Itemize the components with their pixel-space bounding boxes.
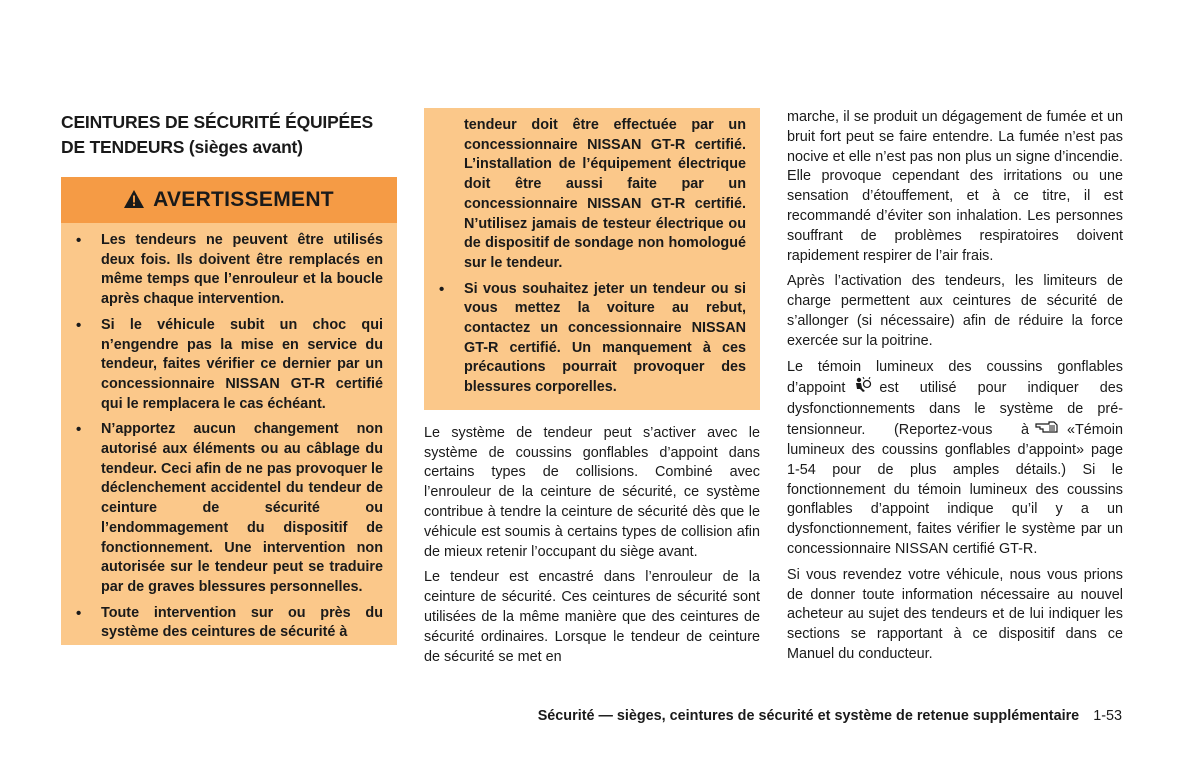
pointing-hand-reference-icon [1035, 420, 1061, 441]
right-column [787, 108, 1123, 671]
middle-column [424, 108, 760, 673]
paragraph [787, 358, 1123, 560]
paragraph: Le système de tendeur peut s’activer avec le système de coussins gonflables d’appoint dans certains types de collisions. Combiné avec l’enrouleur de la ceinture de sécurité, ce système contribue à tendre la ceinture de sécurité dès que le véhicule est soumis à certains types de collision afin de mieux retenir l’occupant du siège avant. [424, 424, 760, 560]
paragraph: Le tendeur est encastré dans l’enrouleur de la ceinture de sécurité. Ces ceintures de sécurité sont utilisées de la même manière que des ceintures de sécurité ordinaires. Lorsque le tendeur de ceinture de sécurité se met en [424, 569, 760, 665]
warning-label: AVERTISSEMENT [153, 188, 334, 211]
warning-item: • N’apportez aucun changement non autorisé aux éléments ou au câblage du tendeur. Ceci afin de ne pas provoquer le déclenchement accidentel du tendeur de ceinture de sécurité ou l’endommagement du dispositif de fonctionnement. Une intervention non autorisée sur le tendeur peut se traduire par de graves blessures personnelles. [75, 420, 383, 597]
page-number: 1-53 [1093, 708, 1122, 724]
section-title: CEINTURES DE SÉCURITÉ ÉQUIPÉES DE TENDEURS (sièges avant) [61, 112, 373, 157]
warning-item: • Toute intervention sur ou près du système des ceintures de sécurité à [75, 604, 383, 643]
page-footer [538, 708, 1122, 724]
warning-item: • Si le véhicule subit un choc qui n’engendre pas la mise en service du tendeur, faites vérifier ce dernier par un concessionnaire NISSAN GT-R certifié qui le remplacera le cas échéant. [75, 316, 383, 415]
paragraph-text: «Témoin lumineux des coussins gonflables d’appoint» page 1-54 pour de plus amples détails.) Si le fonctionnement du témoin lumineux des coussins gonflables d’appoint indique qu’il y a un dysfonctionnement, faites vérifier le système par un concessionnaire NISSAN certifié GT-R. [787, 422, 1123, 557]
paragraph-text: est utilisé pour indiquer des dysfonctionnements dans le système de prétensionneur. (Reportez-vous à [787, 380, 1123, 439]
left-column [61, 110, 397, 645]
paragraph: marche, il se produit un dégagement de fumée et un bruit fort peut se faire entendre. La fumée n’est pas nocive et elle n’est pas non plus un signe d’incendie. Elle provoque cependant des irritations ou une sensation d’étouffement, et à ce titre, il est recommandé d’éviter son inhalation. Les personnes souffrant de problèmes respiratoires doivent rapidement respirer de l’air frais. [787, 109, 1123, 264]
warning-box-continued [424, 108, 760, 410]
footer-section-title: Sécurité — sièges, ceintures de sécurité et système de retenue supplémentaire [537, 708, 1080, 724]
warning-list [438, 280, 746, 400]
paragraph: Si vous revendez votre véhicule, nous vous prions de donner toute information nécessaire au nouvel acheteur au sujet des tendeurs et de lui indiquer les sections se rapportant à ce dispositif dans ce Manuel du conducteur. [787, 566, 1123, 662]
warning-item: • Si vous souhaitez jeter un tendeur ou si vous mettez la voiture au rebut, contactez un concessionnaire NISSAN GT-R certifié. Un manquement à ces précautions pourrait provoquer des blessures corporelles. [438, 280, 746, 398]
paragraph: Après l’activation des tendeurs, les limiteurs de charge permettent aux ceintures de sécurité de s’allonger (si nécessaire) afin de réduire la force exercée sur la poitrine. [787, 273, 1123, 349]
warning-box [61, 177, 397, 645]
paragraph-text: Le témoin lumineux des coussins gonflables d’appoint [787, 358, 1123, 397]
warning-header [61, 177, 397, 223]
warning-continued-text: tendeur doit être effectuée par un concessionnaire NISSAN GT-R certifié. L’installation de l’équipement électrique doit être aussi faite par un concessionnaire NISSAN GT-R certifié. N’utilisez jamais de testeur électrique ou de dispositif de sondage non homologué sur le tendeur. [464, 117, 746, 271]
warning-item: • Les tendeurs ne peuvent être utilisés deux fois. Ils doivent être remplacés en même temps que l’enrouleur et la boucle après chaque intervention. [75, 231, 383, 310]
airbag-warning-light-icon [851, 377, 873, 400]
warning-list [75, 223, 383, 645]
middle-body [424, 424, 760, 668]
warning-triangle-icon [124, 190, 144, 208]
